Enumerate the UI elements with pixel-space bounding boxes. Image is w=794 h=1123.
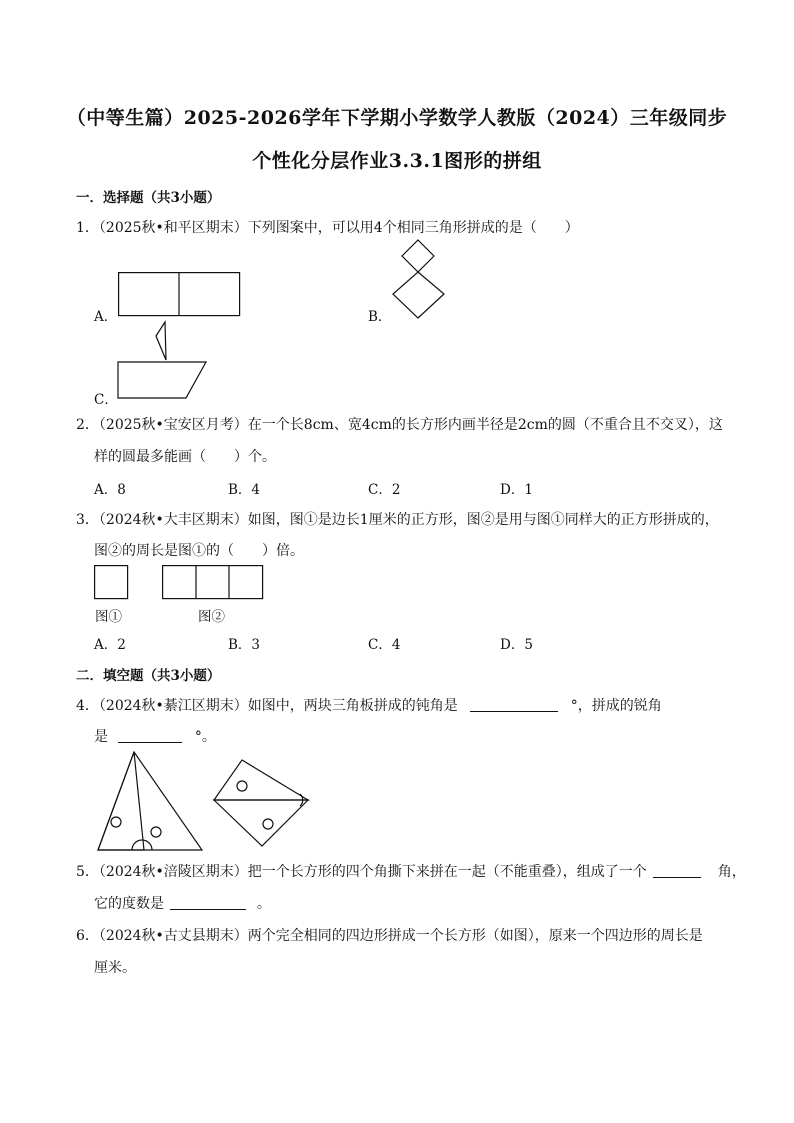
- q5-blank-degree[interactable]: [170, 895, 246, 910]
- q4-text-part1: 4．（2024秋•綦江区期末）如图中，两块三角板拼成的钝角是: [76, 698, 458, 714]
- q5-text-part3: 它的度数是: [94, 896, 164, 912]
- q1-option-c-label: C．: [94, 392, 118, 408]
- document-title-line2: 个性化分层作业3.3.1图形的拼组: [252, 150, 542, 172]
- q2-option-c: C．2: [368, 482, 401, 498]
- question-4-line2: [94, 726, 216, 746]
- q3-figure-2: [162, 565, 266, 601]
- q2-option-b: B．4: [228, 482, 261, 498]
- q1-option-b-label: B．: [368, 309, 392, 325]
- q2-option-d: D．1: [500, 482, 533, 498]
- q1-option-a-figure: [118, 272, 242, 318]
- q5-text-part1: 5．（2024秋•涪陵区期末）把一个长方形的四个角撕下来拼在一起（不能重叠），组成了一个: [76, 864, 647, 880]
- question-3-line1: 3．（2024秋•大丰区期末）如图，图①是边长1厘米的正方形，图②是用与图①同样大的正方形拼成的，: [76, 512, 719, 528]
- section-heading-choice: 一．选择题（共3小题）: [76, 190, 221, 206]
- q4-figure-right: [212, 758, 312, 850]
- q4-figure-left: [96, 750, 206, 854]
- q5-text-part2: 角，: [717, 864, 746, 880]
- q4-blank-acute[interactable]: [118, 728, 182, 743]
- q3-figure-1: [94, 565, 130, 601]
- q4-blank-obtuse[interactable]: [470, 697, 558, 712]
- question-6-line1: 6．（2024秋•古丈县期末）两个完全相同的四边形拼成一个长方形（如图），原来一个四边形的周长是: [76, 928, 703, 944]
- q5-blank-angle-type[interactable]: [653, 863, 701, 878]
- question-5-line2: [94, 893, 271, 913]
- document-title-line1: （中等生篇）2025-2026学年下学期小学数学人教版（2024）三年级同步: [66, 107, 728, 129]
- q2-option-a: A．8: [94, 482, 126, 498]
- q4-text-part4: °。: [194, 729, 216, 745]
- question-2-line1: 2．（2025秋•宝安区月考）在一个长8cm、宽4cm的长方形内画半径是2cm的圆（不重合且不交叉），这: [76, 417, 723, 433]
- question-2-line2: 样的圆最多能画（ ）个。: [94, 449, 276, 465]
- q3-option-c: C．4: [368, 637, 401, 653]
- question-1-text: 1．（2025秋•和平区期末）下列图案中，可以用4个相同三角形拼成的是（ ）: [76, 220, 579, 236]
- q3-figure-2-label: 图②: [198, 609, 225, 625]
- q4-text-part2: °，拼成的锐角: [570, 698, 662, 714]
- q1-option-a-label: A．: [94, 309, 118, 325]
- question-3-line2: 图②的周长是图①的（ ）倍。: [94, 543, 304, 559]
- q5-text-part4: 。: [256, 896, 271, 912]
- q3-figure-1-label: 图①: [95, 609, 122, 625]
- question-5-line1: [76, 861, 746, 881]
- q1-option-b-figure: [390, 238, 450, 320]
- q3-option-a: A．2: [94, 637, 126, 653]
- question-4-line1: [76, 695, 662, 715]
- q3-option-d: D．5: [500, 637, 533, 653]
- question-6-line2: 厘米。: [94, 960, 136, 976]
- q1-option-c-figure: [116, 322, 210, 402]
- section-heading-fill: 二．填空题（共3小题）: [76, 668, 221, 684]
- q4-text-part3: 是: [94, 729, 108, 745]
- q3-option-b: B．3: [228, 637, 261, 653]
